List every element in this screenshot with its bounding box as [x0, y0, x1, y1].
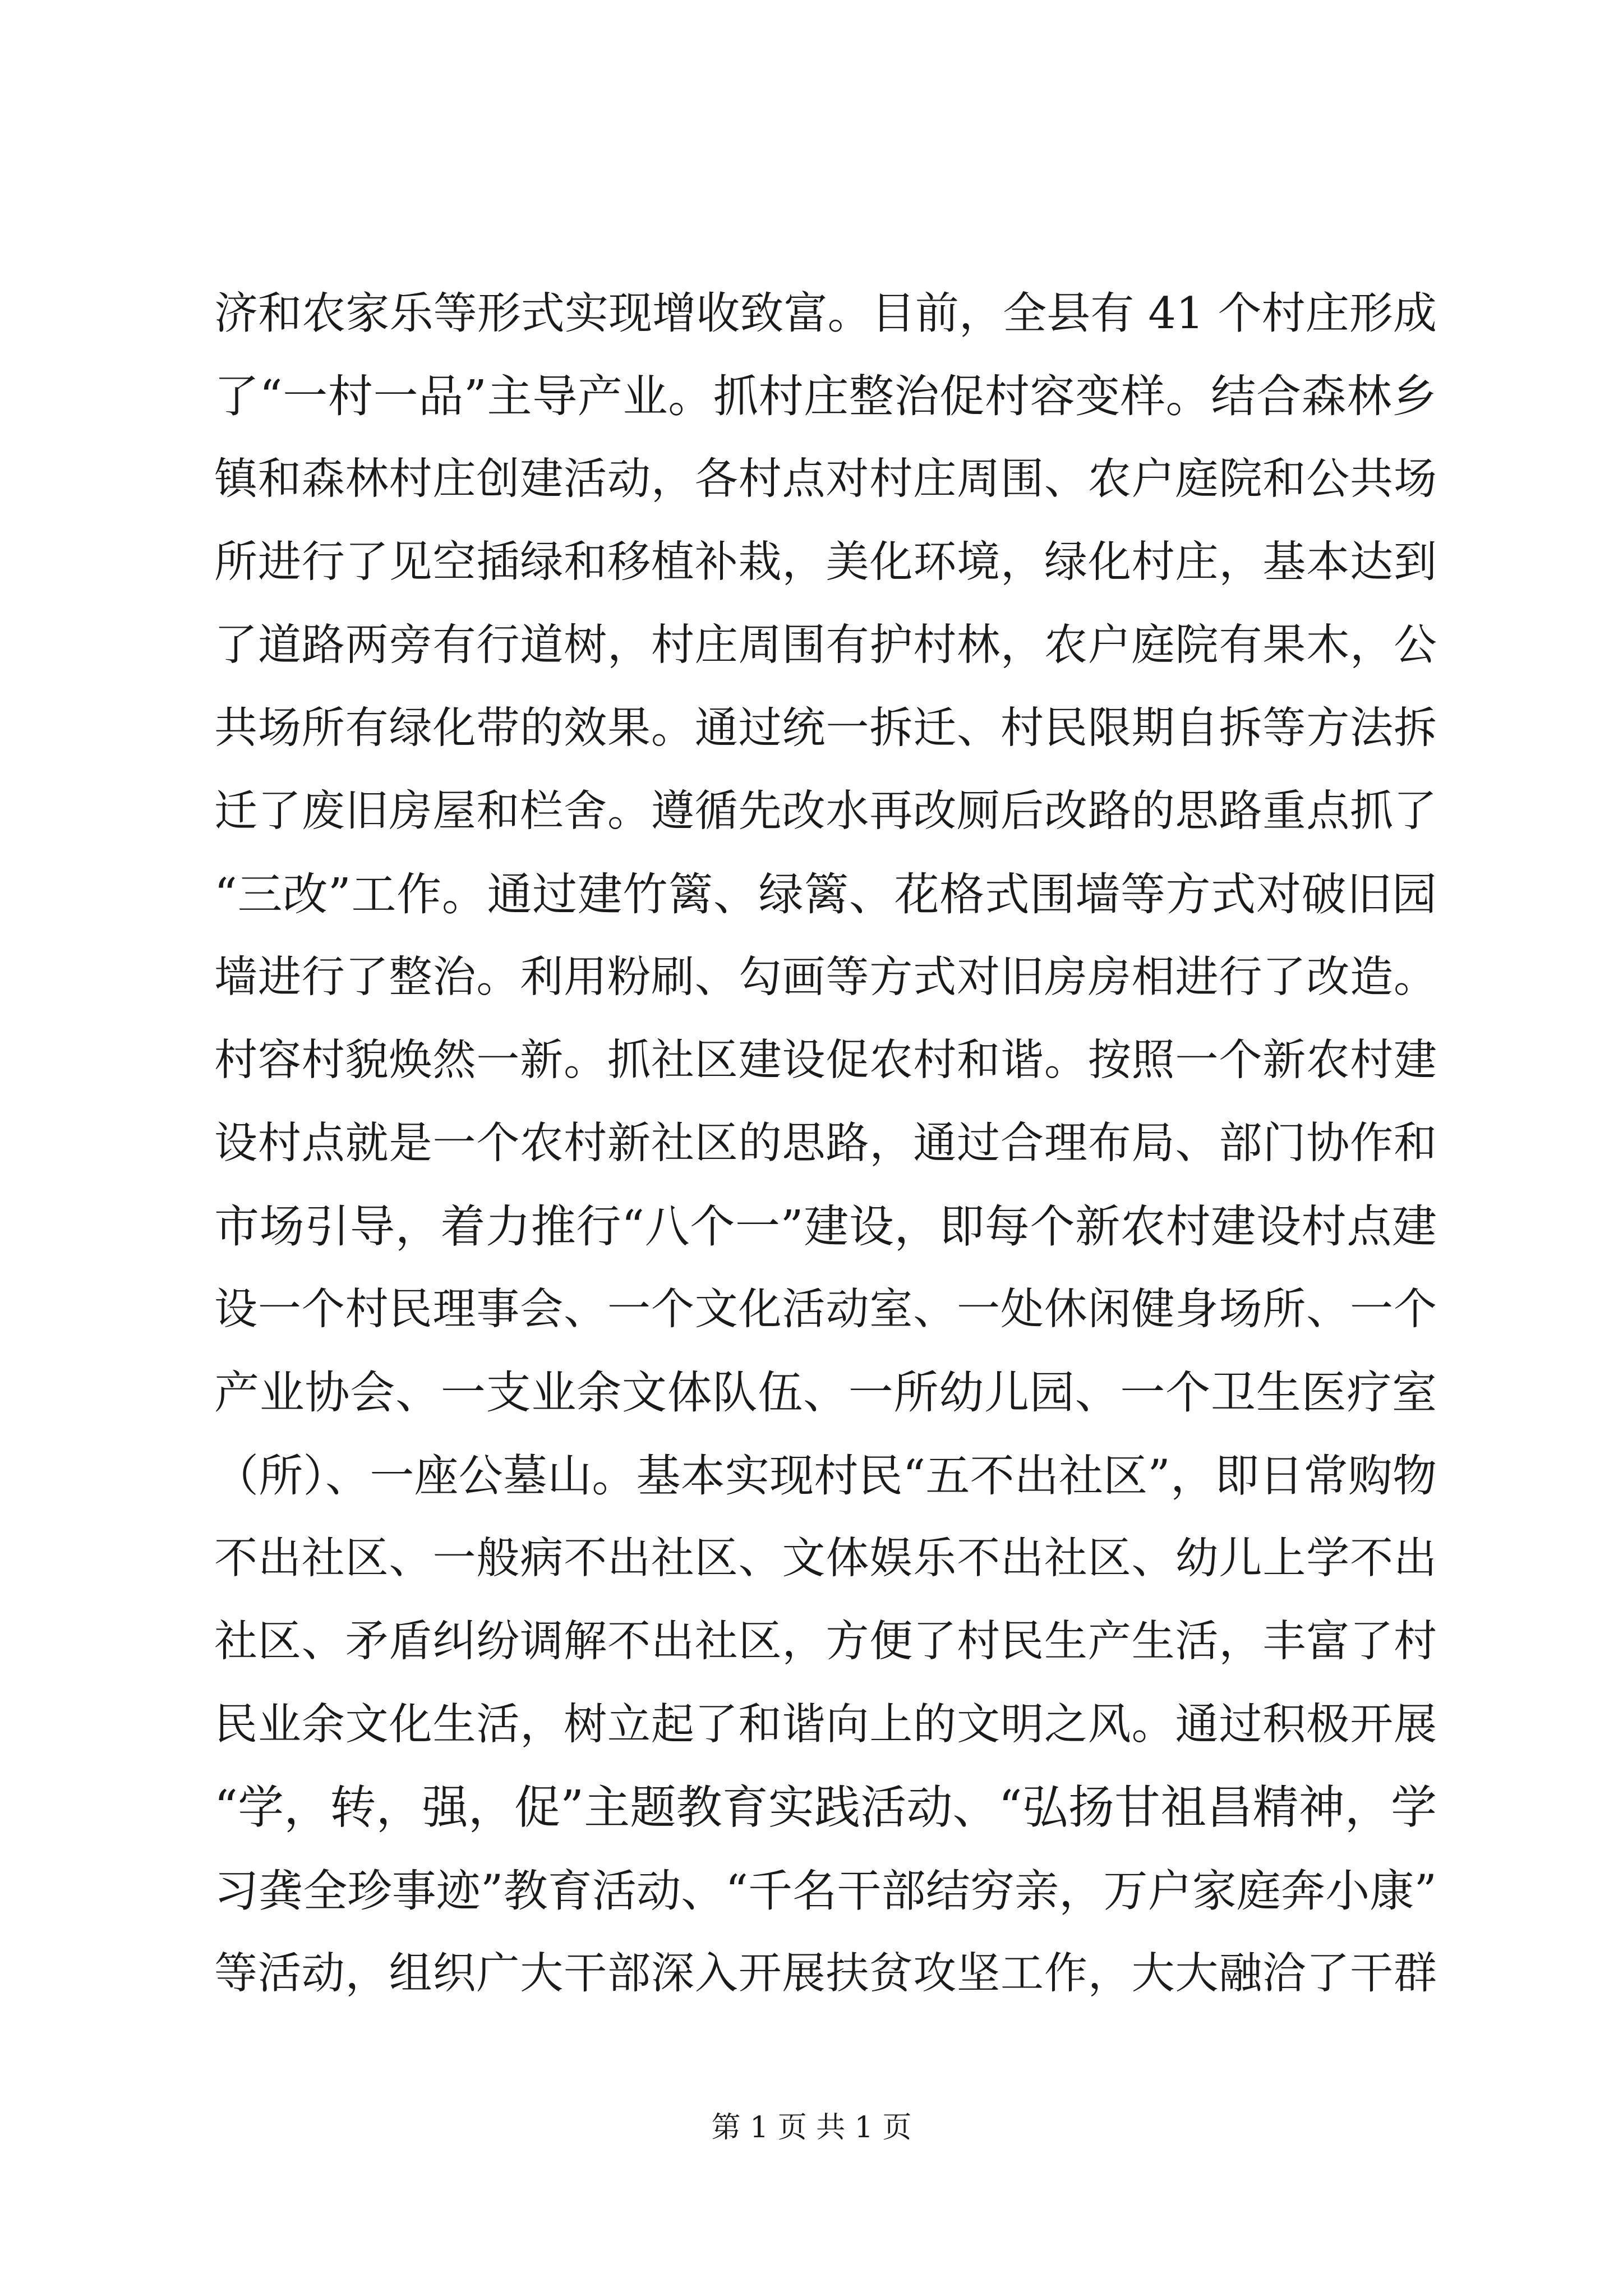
text-line: 设村点就是一个农村新社区的思路，通过合理布局、部门协作和 — [214, 1119, 1437, 1168]
text-line: 所进行了见空插绿和移植补栽，美化环境，绿化村庄，基本达到 — [214, 537, 1437, 587]
text-line: 济和农家乐等形式实现增收致富。目前，全县有 41 个村庄形成 — [214, 288, 1437, 339]
text-line: 镇和森林村庄创建活动，各村点对村庄周围、农户庭院和公共场 — [214, 454, 1437, 504]
text-line: 等活动，组织广大干部深入开展扶贫攻坚工作，大大融洽了干群 — [214, 1949, 1437, 1999]
text-line: “三改”工作。通过建竹篱、绿篱、花格式围墙等方式对破旧园 — [214, 868, 1437, 921]
page-footer: 第 1 页 共 1 页 — [711, 2111, 912, 2145]
text-line: 社区、矛盾纠纷调解不出社区，方便了村民生产生活，丰富了村 — [214, 1617, 1437, 1667]
text-line: 不出社区、一般病不出社区、文体娱乐不出社区、幼儿上学不出 — [214, 1534, 1437, 1584]
text-line: （所）、一座公墓山。基本实现村民“五不出社区”，即日常购物 — [214, 1450, 1437, 1502]
text-line: “学，转，强，促”主题教育实践活动、“弘扬甘祖昌精神，学 — [214, 1781, 1437, 1834]
text-line: 市场引导，着力推行“八个一”建设，即每个新农村建设村点建 — [214, 1200, 1437, 1253]
text-line: 共场所有绿化带的效果。通过统一拆迁、村民限期自拆等方法拆 — [214, 703, 1437, 753]
text-line: 习龚全珍事迹”教育活动、“千名干部结穷亲，万户家庭奔小康” — [214, 1865, 1437, 1917]
text-line: 墙进行了整治。利用粉刷、勾画等方式对旧房房相进行了改造。 — [214, 953, 1437, 1002]
text-line: 民业余文化生活，树立起了和谐向上的文明之风。通过积极开展 — [214, 1700, 1437, 1750]
text-line: 了“一村一品”主导产业。抓村庄整治促村容变样。结合森林乡 — [214, 370, 1437, 422]
text-line: 了道路两旁有行道树，村庄周围有护村林，农户庭院有果木，公 — [214, 620, 1437, 670]
text-line: 产业协会、一支业余文体队伍、一所幼儿园、一个卫生医疗室 — [214, 1366, 1437, 1419]
text-line: 村容村貌焕然一新。抓社区建设促农村和谐。按照一个新农村建 — [214, 1036, 1437, 1085]
text-line: 迁了废旧房屋和栏舍。遵循先改水再改厕后改路的思路重点抓了 — [214, 786, 1437, 836]
text-line: 设一个村民理事会、一个文化活动室、一处休闲健身场所、一个 — [214, 1285, 1437, 1335]
body-text — [214, 272, 1437, 2016]
